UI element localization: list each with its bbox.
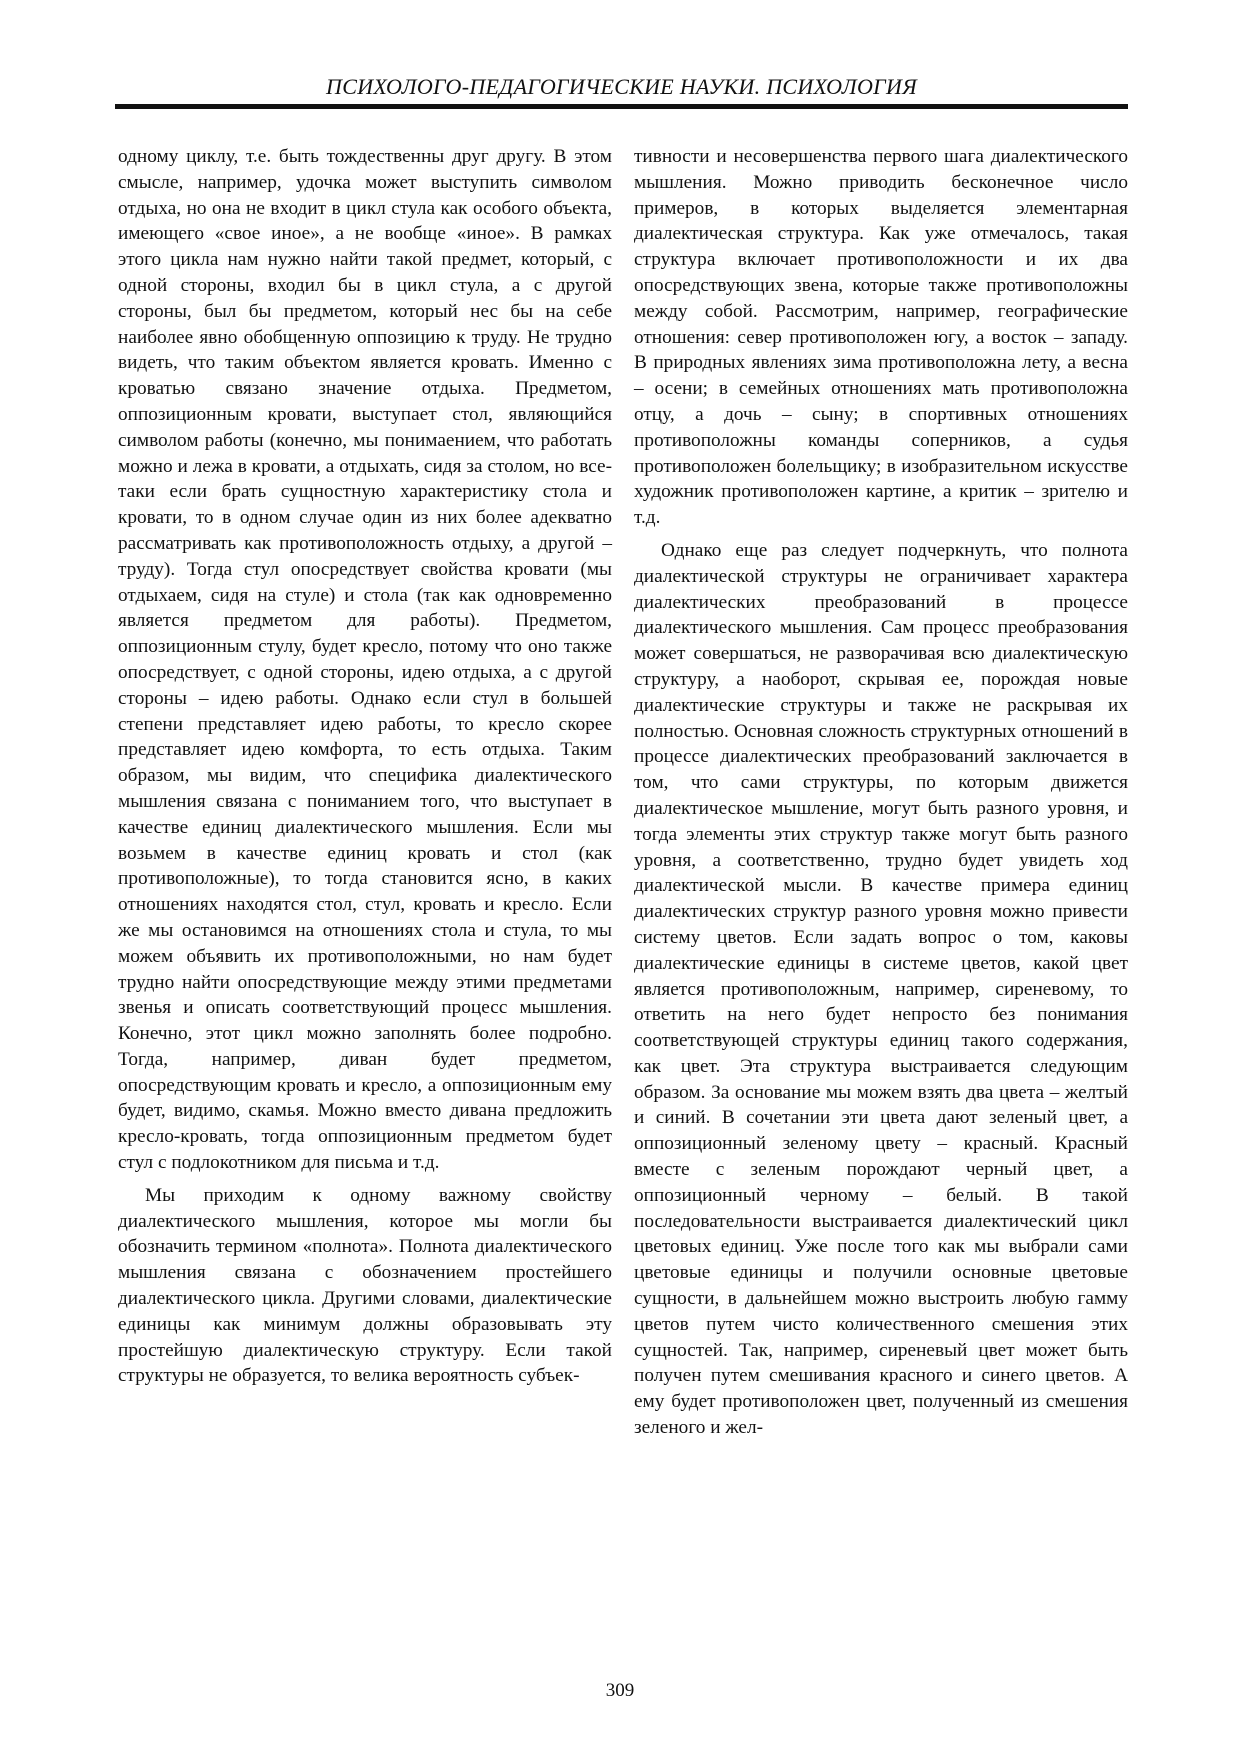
left-column (118, 144, 612, 1389)
paragraph: Мы приходим к одному важному свойству диалектического мышления, которое мы могли бы обозначить термином «полнота». Полнота диалектического мышления связана с обозначением простейшего диалектического цикла. Другими словами, диалектические единицы как минимум должны образовывать эту простейшую диалектическую структуру. Если такой структуры не образуется, то велика вероятность субъек- (118, 1184, 612, 1387)
paragraph: тивности и несовершенства первого шага диалектического мышления. Можно приводить бесконечное число примеров, в которых выделяется элементарная диалектическая структура. Как уже отмечалось, такая структура включает противоположности и их два опосредствующих звена, которые также противоположны между собой. Рассмотрим, например, географические отношения: север противоположен югу, а восток – западу. В природных явлениях зима противоположна лету, а весна – осени; в семейных отношениях мать противоположна отцу, а дочь – сыну; в спортивных отношениях противоположны команды соперников, а судья противоположен болельщику; в изобразительном искусстве художник противоположен картине, а критик – зрителю и т.д. (634, 146, 1128, 529)
paragraph: Однако еще раз следует подчеркнуть, что полнота диалектической структуры не ограничивает характера диалектических преобразований в процессе диалектического мышления. Сам процесс преобразования может совершаться, не разворачивая всю диалектическую структуру, а наоборот, скрывая ее, порождая новые диалектические структуры и также не раскрывая их полностью. Основная сложность структурных отношений в процессе диалектических преобразований заключается в том, что сами структуры, по которым движется диалектическое мышление, могут быть разного уровня, и тогда элементы этих структур также могут быть разного уровня, а соответственно, трудно будет увидеть ход диалектической мысли. В качестве примера единиц диалектических структур разного уровня можно привести систему цветов. Если задать вопрос о том, каковы диалектические единицы в системе цветов, какой цвет является противоположным, например, сиреневому, то ответить на него будет непросто без понимания соответствующей структуры единиц такого содержания, как цвет. Эта структура выстраивается следующим образом. За основание мы можем взять два цвета – желтый и синий. В сочетании эти цвета дают зеленый цвет, а оппозиционный зеленому цвету – красный. Красный вместе с зеленым порождают черный цвет, а оппозиционный черному – белый. В такой последовательности выстраивается диалектический цикл цветовых единиц. Уже после того как мы выбрали сами цветовые единицы и получили основные цветовые сущности, в дальнейшем можно выстроить любую гамму цветов путем чисто количественного смешения этих сущностей. Так, например, сиреневый цвет может быть получен путем смешивания красного и синего цветов. А ему будет противоположен цвет, полученный из смешения зеленого и жел- (634, 539, 1128, 1439)
running-header: ПСИХОЛОГО-ПЕДАГОГИЧЕСКИЕ НАУКИ. ПСИХОЛОГИЯ (326, 74, 917, 99)
page-number: 309 (605, 1680, 635, 1701)
right-column (634, 144, 1128, 1441)
header-rule (115, 104, 1128, 109)
paragraph: одному циклу, т.е. быть тождественны друг другу. В этом смысле, например, удочка может выступить символом отдыха, но она не входит в цикл стула как особого объекта, имеющего «свое иное», а не вообще «иное». В рамках этого цикла нам нужно найти такой предмет, который, с одной стороны, входил бы в цикл стула, а с другой стороны, был бы предметом, который нес бы на себе наиболее явно обобщенную оппозицию к труду. Не трудно видеть, что таким объектом является кровать. Именно с кроватью связано значение отдыха. Предметом, оппозиционным кровати, выступает стол, являющийся символом работы (конечно, мы понимаением, что работать можно и лежа в кровати, а отдыхать, сидя за столом, но все-таки если брать сущностную характеристику стола и кровати, то в одном случае один из них более адекватно рассматривать как противоположность отдыху, а другой – труду). Тогда стул опосредствует свойства кровати (мы отдыхаем, сидя на стуле) и стола (так как одновременно является предметом для работы). Предметом, оппозиционным стулу, будет кресло, потому что оно также опосредствует, с одной стороны, идею отдыха, а с другой стороны – идею работы. Однако если стул в большей степени представляет идею работы, то кресло скорее представляет идею комфорта, то есть отдыха. Таким образом, мы видим, что специфика диалектического мышления связана с пониманием того, что выступает в качестве единиц диалектического мышления. Если мы возьмем в качестве единиц кровать и стол (как противоположные), то тогда становится ясно, в каких отношениях находятся стол, стул, кровать и кресло. Если же мы остановимся на отношениях стола и стула, то мы можем объявить их противоположными, но нам будет трудно найти опосредствующие между этими предметами звенья и описать соответствующий процесс мышления. Конечно, этот цикл можно заполнять более подробно. Тогда, например, диван будет предметом, опосредствующим кровать и кресло, а оппозиционным ему будет, видимо, скамья. Можно вместо дивана предложить кресло-кровать, тогда оппозиционным предметом будет стул с подлокотником для письма и т.д. (118, 146, 612, 1174)
